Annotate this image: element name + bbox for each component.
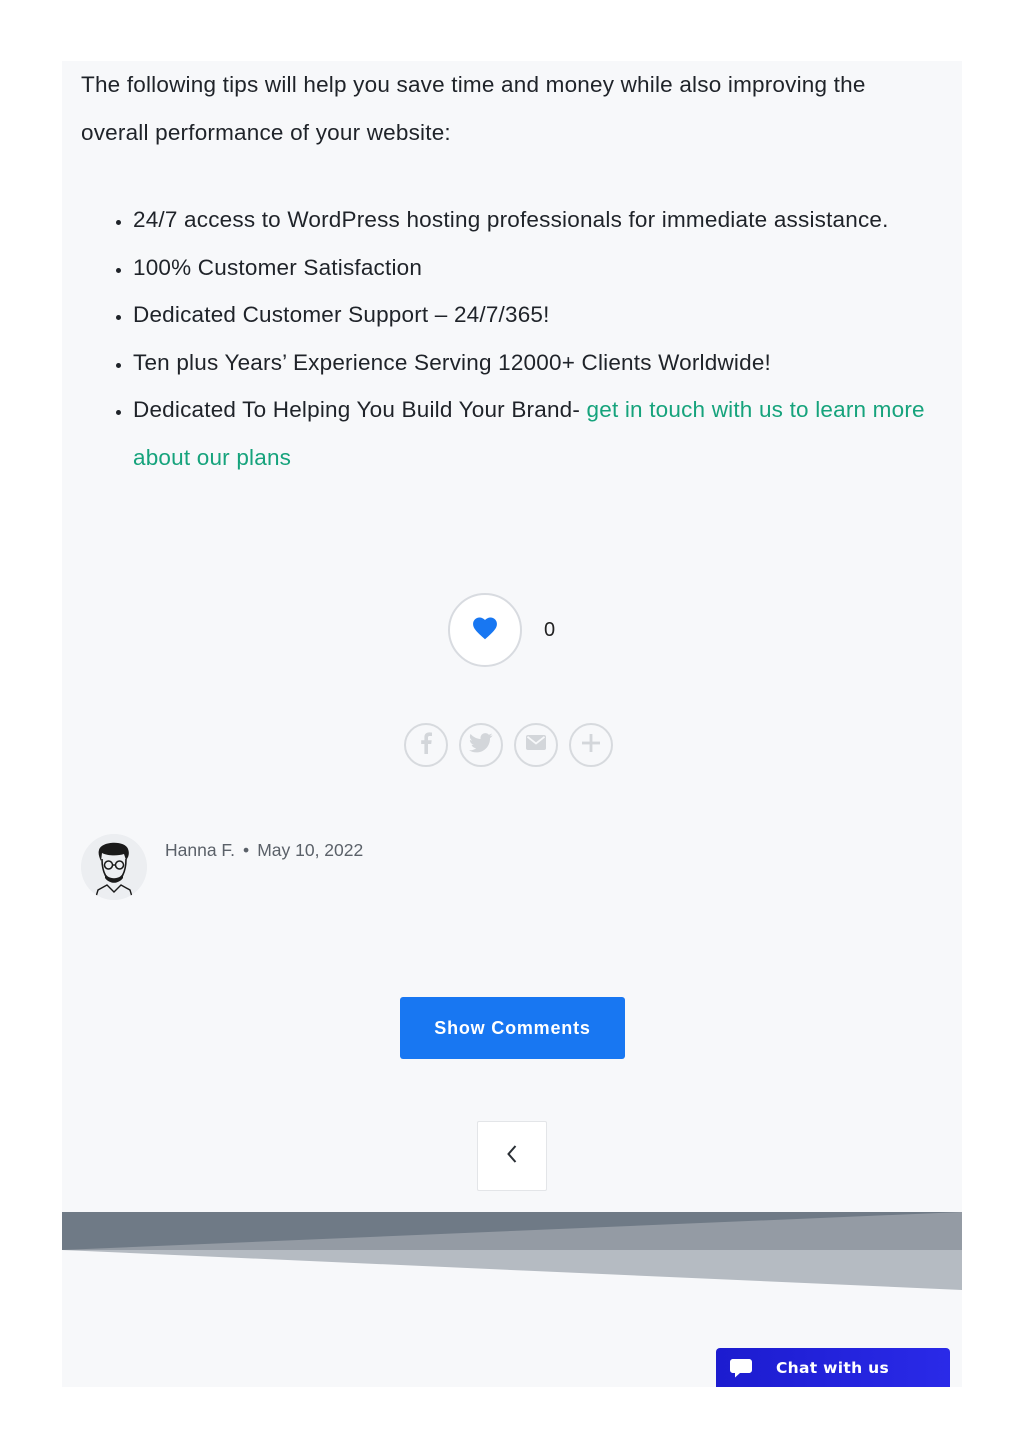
byline (165, 840, 363, 861)
chat-widget[interactable] (716, 1348, 950, 1387)
author-name[interactable]: Hanna F. (165, 840, 236, 860)
intro-line-2: overall performance of your website: (81, 120, 451, 145)
previous-post-button[interactable] (477, 1121, 547, 1191)
twitter-icon (469, 733, 493, 758)
show-comments-button[interactable]: Show Comments (400, 997, 625, 1059)
chevron-left-icon (505, 1143, 519, 1170)
plus-icon (581, 733, 601, 758)
share-twitter-button[interactable] (459, 723, 503, 767)
tip-item: • 100% Customer Satisfaction (133, 244, 962, 292)
tips-list (81, 196, 962, 481)
intro-paragraph (81, 61, 941, 157)
byline-separator: • (243, 840, 250, 860)
email-icon (526, 735, 546, 755)
intro-line-1: The following tips will help you save time and money while also improving the (81, 72, 866, 97)
tip-item (133, 386, 962, 481)
like-count: 0 (544, 619, 556, 641)
tip-text: Dedicated To Helping You Build Your Brand- (133, 397, 587, 422)
contact-link[interactable]: get in touch with us to learn more about our plans (133, 397, 925, 470)
post-content (62, 61, 962, 1387)
tip-item: • Ten plus Years’ Experience Serving 12000+ Clients Worldwide! (133, 339, 962, 387)
share-more-button[interactable] (569, 723, 613, 767)
chat-bubble-icon (729, 1356, 753, 1380)
tip-item: • Dedicated Customer Support – 24/7/365! (133, 291, 962, 339)
author-avatar[interactable] (81, 834, 147, 900)
like-button[interactable] (448, 593, 522, 667)
section-divider (62, 1212, 962, 1292)
facebook-icon (419, 732, 433, 759)
heart-icon (471, 615, 499, 645)
tip-item: • 24/7 access to WordPress hosting professionals for immediate assistance. (133, 196, 962, 244)
chat-label: Chat with us (776, 1358, 890, 1377)
share-email-button[interactable] (514, 723, 558, 767)
share-facebook-button[interactable] (404, 723, 448, 767)
share-buttons (404, 723, 613, 767)
post-date: May 10, 2022 (257, 840, 364, 860)
